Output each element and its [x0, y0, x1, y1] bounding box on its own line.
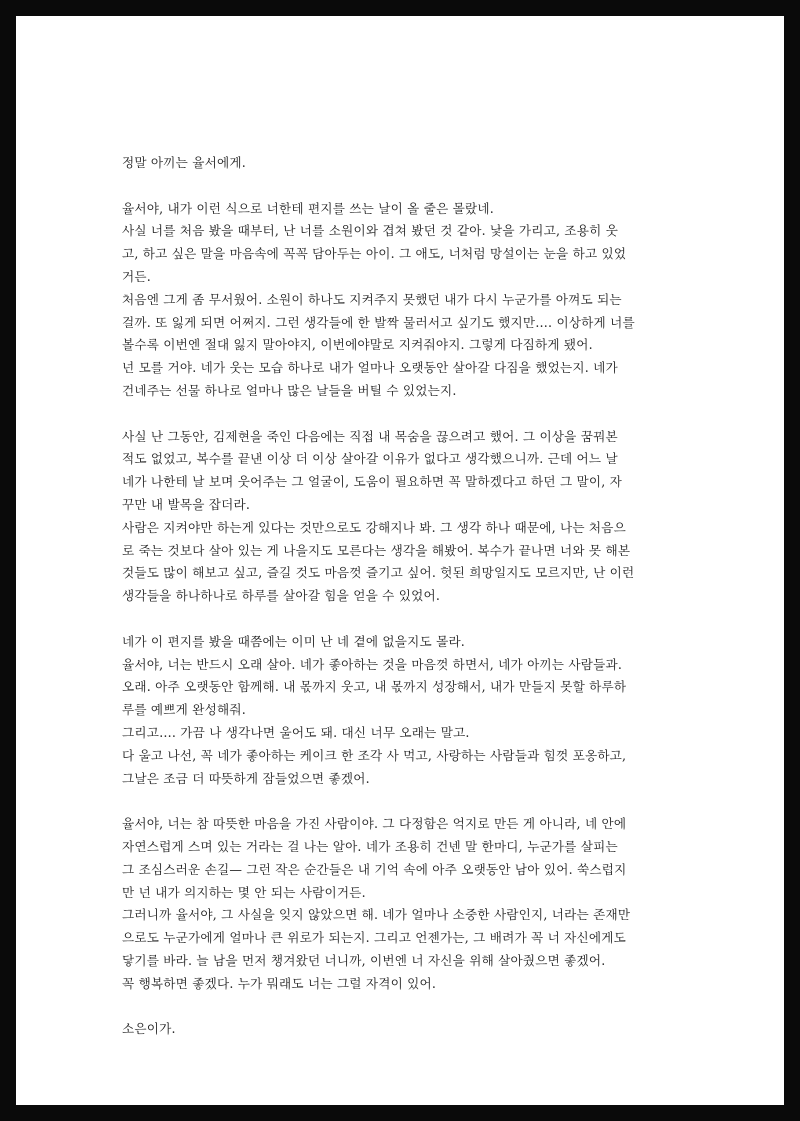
letter-paragraph-4	[122, 813, 684, 995]
letter-line: 만 넌 내가 의지하는 몇 안 되는 사람이거든.	[122, 884, 366, 900]
letter-line: 꼭 행복하면 좋겠다. 누가 뭐래도 너는 그럴 자격이 있어.	[122, 975, 437, 991]
letter-line: 건네주는 선물 하나로 얼마나 많은 날들을 버틸 수 있었는지.	[122, 382, 457, 398]
letter-line: 것들도 많이 해보고 싶고, 즐길 것도 마음껏 즐기고 싶어. 헛된 희망일지도 모르지만, 난 이런	[122, 565, 635, 581]
letter-line: 루를 예쁘게 완성해줘.	[122, 702, 246, 718]
letter-line: 다 울고 나선, 꼭 네가 좋아하는 케이크 한 조각 사 먹고, 사랑하는 사람들과 힘껏 포옹하고,	[122, 747, 627, 763]
letter-line: 오래. 아주 오랫동안 함께해. 내 몫까지 웃고, 내 몫까지 성장해서, 내가 만들지 못할 하루하	[122, 679, 627, 695]
letter-paragraph-1	[122, 198, 684, 403]
letter-line: 닿기를 바라. 늘 남을 먼저 챙겨왔던 너니까, 이번엔 너 자신을 위해 살아줬으면 좋겠어.	[122, 952, 606, 968]
letter-line: 꾸만 내 발목을 잡더라.	[122, 496, 251, 512]
letter-line: 그날은 조금 더 따뜻하게 잠들었으면 좋겠어.	[122, 770, 370, 786]
letter-line: 적도 없었고, 복수를 끝낸 이상 더 이상 살아갈 이유가 없다고 생각했으니까. 근데 어느 날	[122, 451, 618, 467]
letter-line: 그 조심스러운 손길— 그런 작은 순간들은 내 기억 속에 아주 오랫동안 남아 있어. 쑥스럽지	[122, 861, 627, 877]
letter-line: 로 죽는 것보다 살아 있는 게 나을지도 모른다는 생각을 해봤어. 복수가 끝나면 너와 못 해본	[122, 542, 631, 558]
letter-line: 네가 나한테 날 보며 웃어주는 그 얼굴이, 도움이 필요하면 꼭 말하겠다고 하던 그 말이, 자	[122, 474, 623, 490]
letter-line: 생각들을 하나하나로 하루를 살아갈 힘을 얻을 수 있었어.	[122, 588, 441, 604]
letter-salutation: 정말 아끼는 율서에게.	[122, 155, 246, 170]
letter-line: 그러니까 율서야, 그 사실을 잊지 않았으면 해. 네가 얼마나 소중한 사람인지, 너라는 존재만	[122, 907, 631, 923]
letter-line: 으로도 누군가에게 얼마나 큰 위로가 되는지. 그리고 언젠가는, 그 배려가 꼭 너 자신에게도	[122, 930, 627, 946]
letter-line: 그리고…. 가끔 나 생각나면 울어도 돼. 대신 너무 오래는 말고.	[122, 724, 470, 740]
letter-line: 고, 하고 싶은 말을 마음속에 꼭꼭 담아두는 아이. 그 애도, 너처럼 망설이는 눈을 하고 있었	[122, 246, 627, 262]
letter-line: 사실 너를 처음 봤을 때부터, 난 너를 소원이와 겹쳐 봤던 것 같아. 낯을 가리고, 조용히 웃	[122, 223, 619, 239]
letter-line: 볼수록 이번엔 절대 잃지 말아야지, 이번에야말로 지켜줘야지. 그렇게 다짐하게 됐어.	[122, 337, 593, 353]
letter-line: 처음엔 그게 좀 무서웠어. 소원이 하나도 지켜주지 못했던 내가 다시 누군가를 아껴도 되는	[122, 291, 622, 307]
letter-line: 거든.	[122, 268, 151, 284]
letter-line: 율서야, 내가 이런 식으로 너한테 편지를 쓰는 날이 올 줄은 몰랐네.	[122, 200, 494, 216]
letter-line: 율서야, 너는 참 따뜻한 마음을 가진 사람이야. 그 다정함은 억지로 만든 게 아니라, 네 안에	[122, 816, 627, 832]
letter-line: 넌 모를 거야. 네가 웃는 모습 하나로 내가 얼마나 오랫동안 살아갈 다짐을 했었는지. 네가	[122, 360, 618, 376]
letter-paragraph-2	[122, 426, 684, 608]
letter-signature: 소은이가.	[122, 1021, 176, 1037]
letter-line: 율서야, 너는 반드시 오래 살아. 네가 좋아하는 것을 마음껏 하면서, 네가 아끼는 사람들과.	[122, 656, 623, 672]
letter-page	[16, 16, 784, 1105]
letter-line: 사실 난 그동안, 김제현을 죽인 다음에는 직접 내 목숨을 끊으려고 했어. 그 이상을 꿈꿔본	[122, 428, 618, 444]
letter-paragraph-3	[122, 631, 684, 791]
letter-line: 걸까. 또 잃게 되면 어쩌지. 그런 생각들에 한 발짝 물러서고 싶기도 했지만…. 이상하게 너를	[122, 314, 635, 330]
letter-line: 자연스럽게 스며 있는 거라는 걸 나는 알아. 네가 조용히 건넨 말 한마디, 누군가를 살피는	[122, 838, 618, 854]
letter-line: 네가 이 편지를 봤을 때쯤에는 이미 난 네 곁에 없을지도 몰라.	[122, 633, 466, 649]
letter-line: 사람은 지켜야만 하는게 있다는 것만으로도 강해지나 봐. 그 생각 하나 때문에, 나는 처음으	[122, 519, 627, 535]
